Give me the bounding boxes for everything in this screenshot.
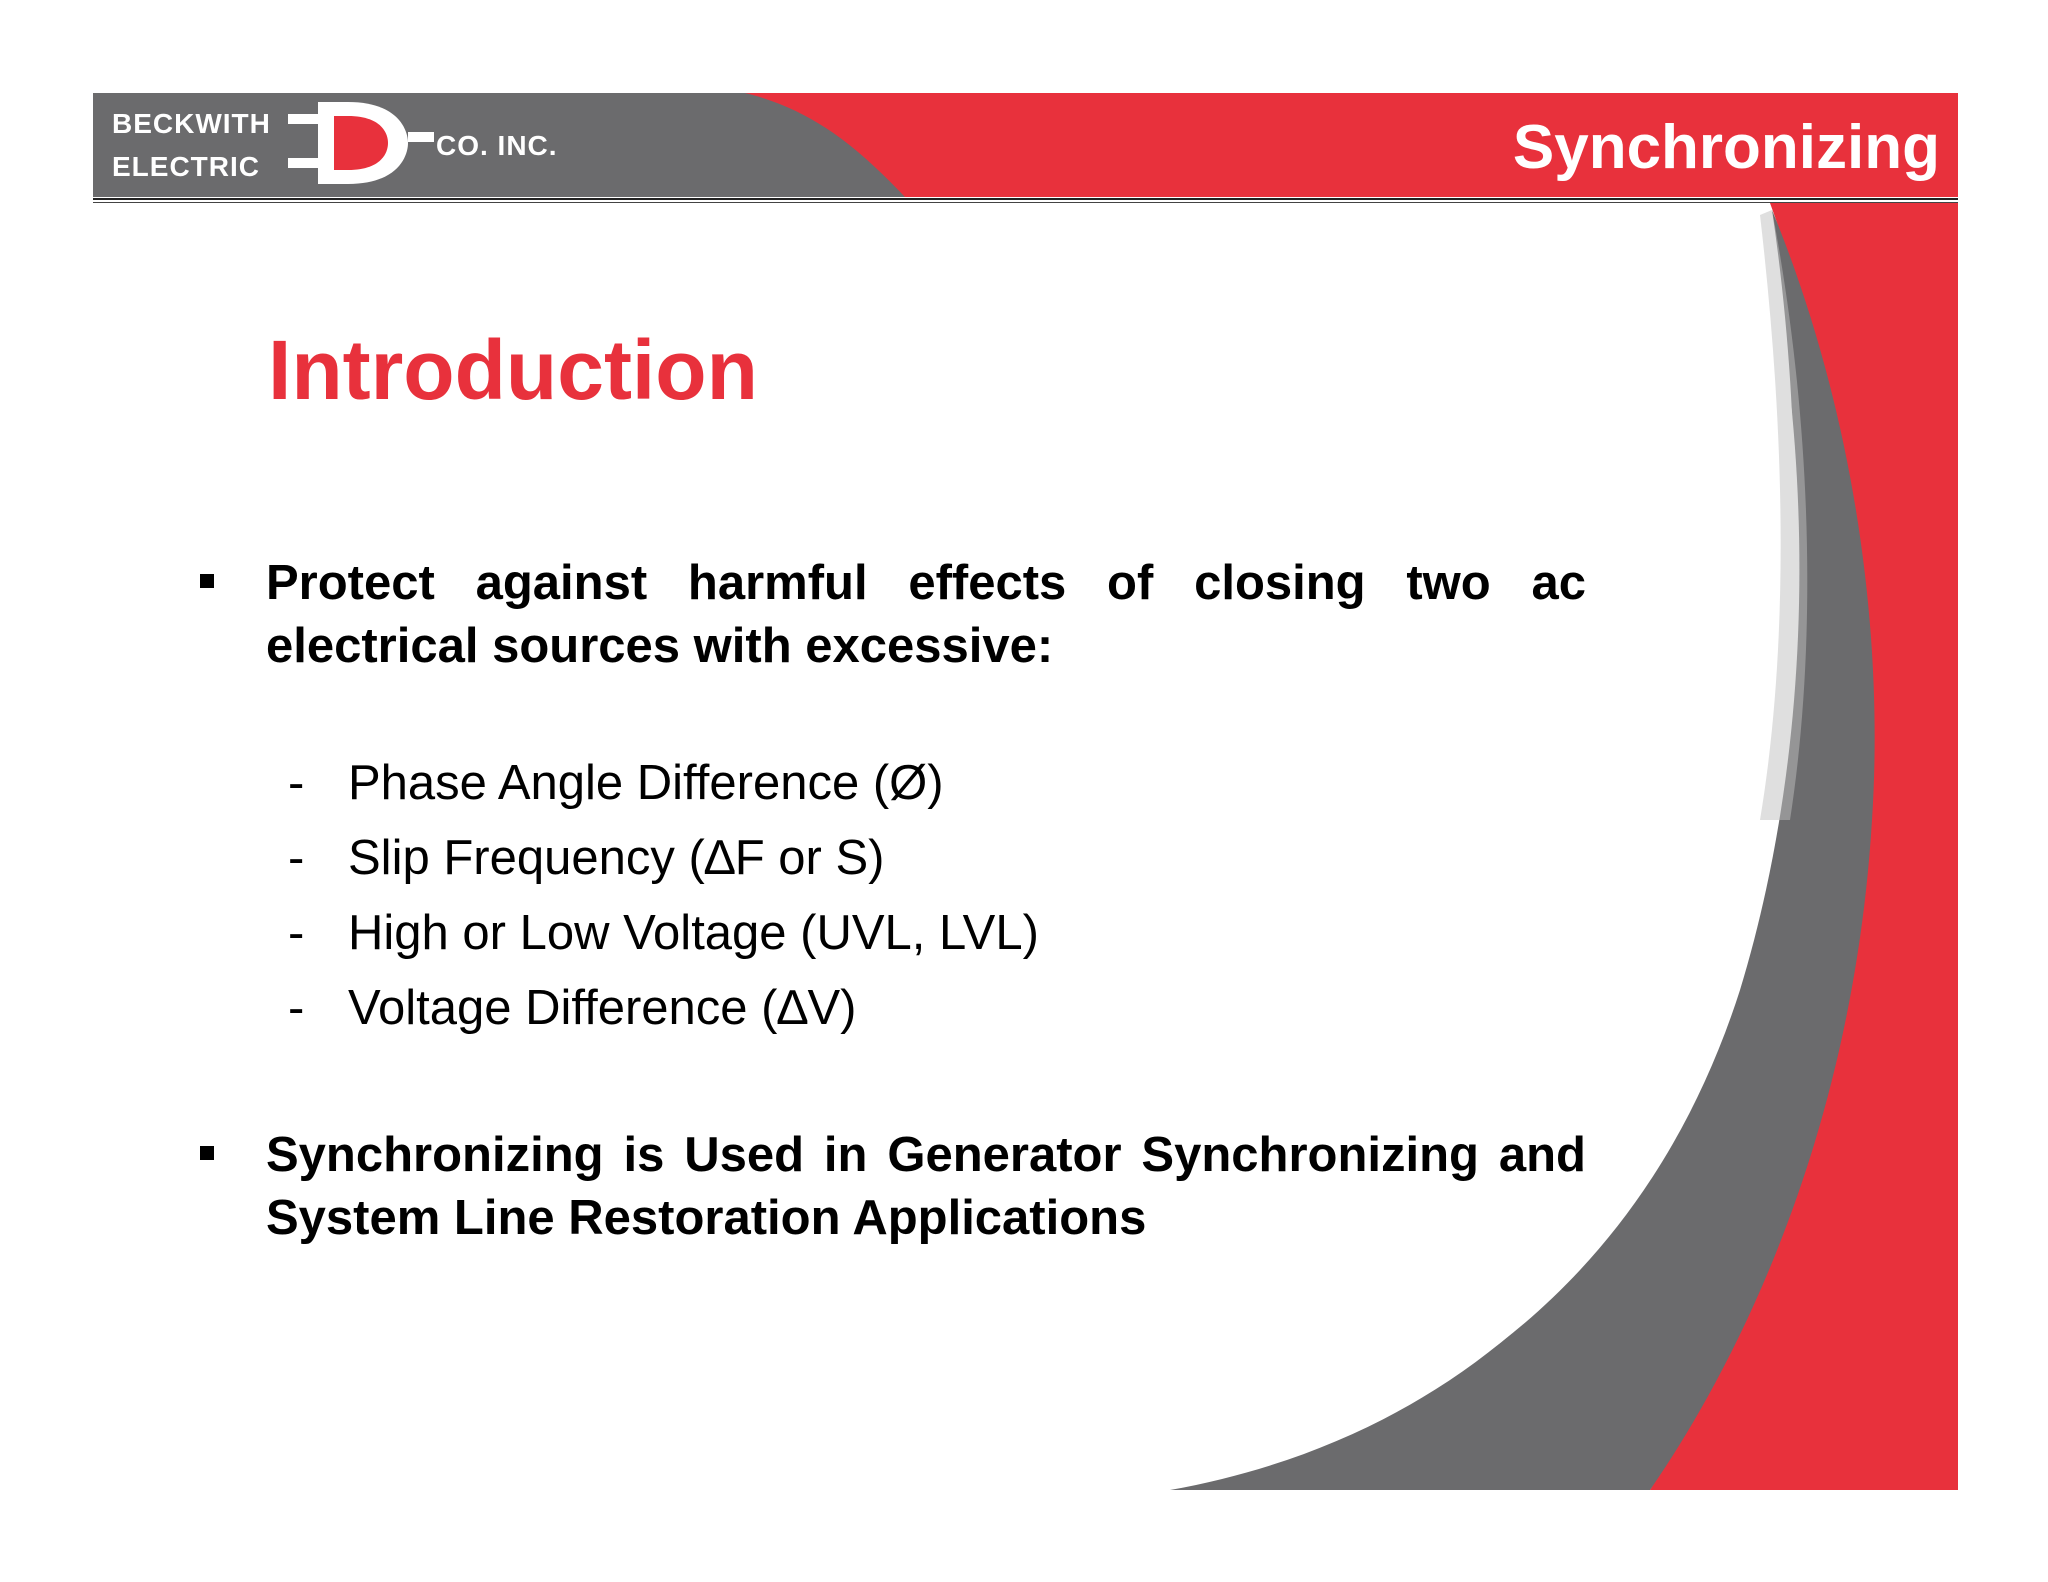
dash-icon: -	[288, 756, 305, 810]
square-bullet-icon	[200, 574, 214, 588]
dash-icon: -	[288, 906, 305, 960]
logo-text-co-inc: CO. INC.	[436, 130, 558, 161]
slide-title: Introduction	[268, 323, 758, 417]
bullet-item	[196, 552, 1586, 678]
sub-list-item-label: High or Low Voltage (UVL, LVL)	[348, 906, 1039, 960]
bullet-text: Synchronizing is Used in Generator Synchronizing and System Line Restoration Applications	[266, 1128, 1586, 1245]
logo-text-beckwith: BECKWITH	[112, 108, 271, 139]
header-title: Synchronizing	[1512, 113, 1940, 182]
company-logo	[100, 96, 580, 196]
sub-list-item	[284, 902, 1184, 977]
sub-list-item	[284, 752, 1184, 827]
sub-list-item-label: Voltage Difference (∆V)	[348, 981, 857, 1035]
dash-icon: -	[288, 831, 305, 885]
header-underline-thin	[93, 202, 1958, 203]
dash-icon: -	[288, 981, 305, 1035]
sub-list-item-label: Phase Angle Difference (Ø)	[348, 756, 944, 810]
bullet-text: Protect against harmful effects of closing two ac electrical sources with excessive:	[266, 556, 1586, 673]
square-bullet-icon	[200, 1146, 214, 1160]
sub-list-item	[284, 827, 1184, 902]
header-underline	[93, 198, 1958, 200]
logo-text-electric: ELECTRIC	[112, 151, 260, 182]
sub-list-item-label: Slip Frequency (∆F or S)	[348, 831, 885, 885]
sub-list	[284, 752, 1184, 1052]
sub-list-item	[284, 977, 1184, 1052]
bullet-item	[196, 1124, 1586, 1250]
